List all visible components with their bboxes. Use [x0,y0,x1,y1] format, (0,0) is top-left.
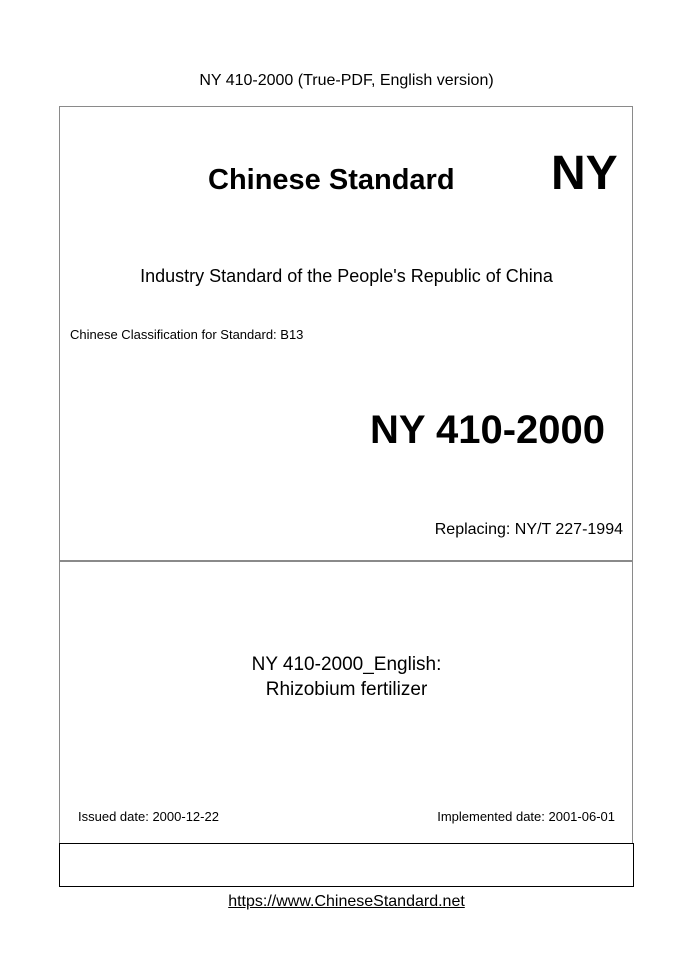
replacing-line: Replacing: NY/T 227-1994 [434,521,623,538]
page-header-title: NY 410-2000 (True-PDF, English version) [199,72,494,89]
footer-website-link[interactable]: https://www.ChineseStandard.net [228,893,465,910]
document-title-line1: NY 410-2000_English: [251,654,442,675]
issued-date: Issued date: 2000-12-22 [78,809,219,824]
category-code: NY [551,147,618,200]
industry-standard-line: Industry Standard of the People's Republic of China [140,266,553,286]
cover-bottom-frame [59,843,634,887]
document-title-line2: Rhizobium fertilizer [265,679,428,700]
document-title [0,652,693,702]
classification-line: Chinese Classification for Standard: B13 [70,327,304,342]
implemented-date: Implemented date: 2001-06-01 [437,809,615,824]
standard-number: NY 410-2000 [370,408,605,452]
chinese-standard-heading: Chinese Standard [208,164,455,196]
